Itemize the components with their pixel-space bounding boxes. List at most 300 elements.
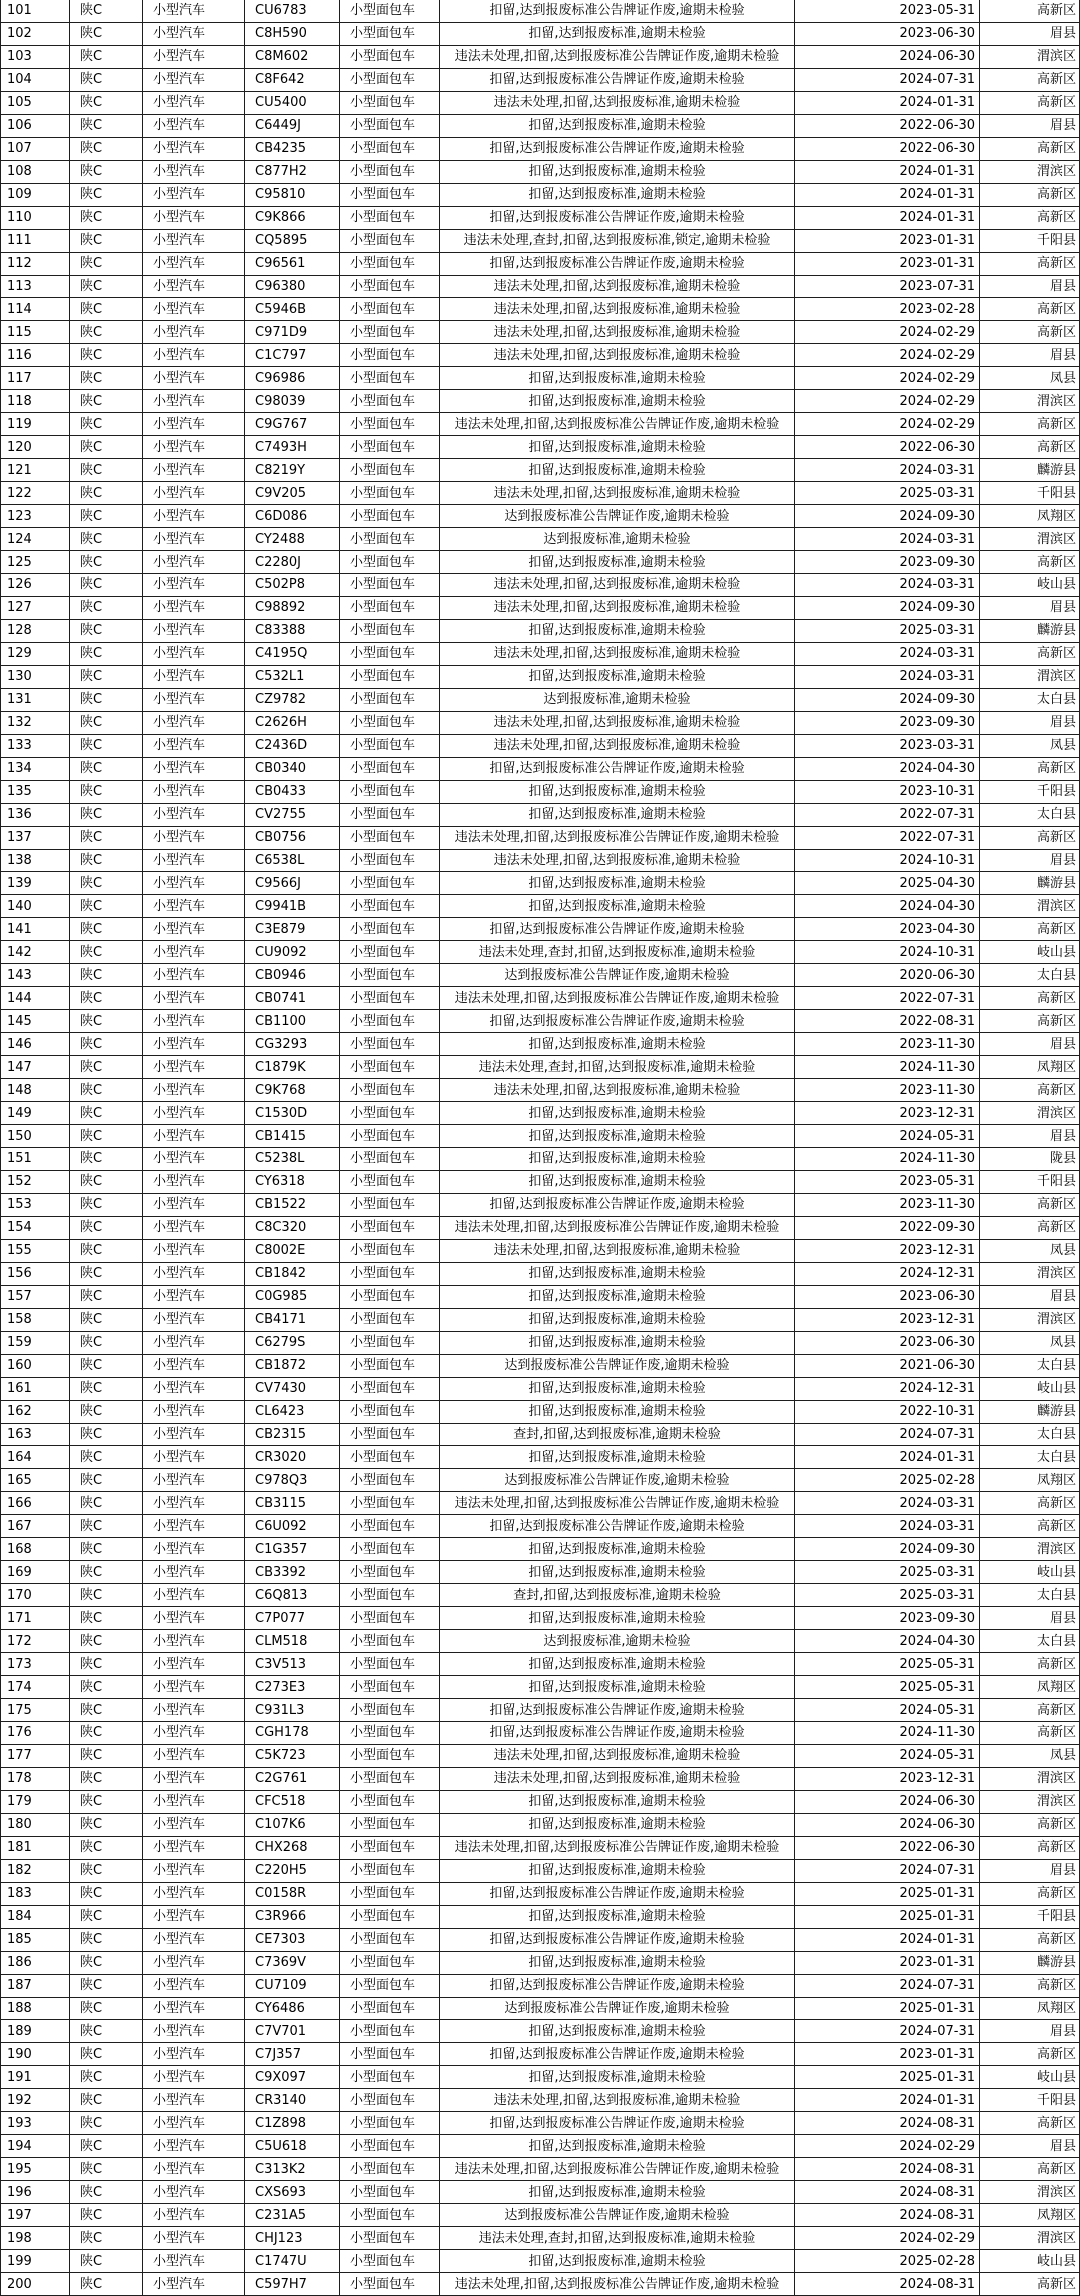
vehicle-model-cell: 小型面包车 [340, 1860, 440, 1882]
vehicle-status-cell: 扣留,达到报废标准公告牌证作废,逾期未检验 [440, 1883, 795, 1905]
expiry-date-cell: 2024-03-31 [795, 528, 980, 550]
vehicle-category-cell: 小型汽车 [143, 1217, 245, 1239]
table-row [1, 1033, 1080, 1056]
vehicle-status-cell: 违法未处理,扣留,达到报废标准,逾期未检验 [440, 298, 795, 320]
plate-number-cell: CQ5895 [245, 230, 340, 252]
vehicle-model-cell: 小型面包车 [340, 2181, 440, 2203]
plate-prefix-cell: 陕C [70, 1929, 143, 1951]
plate-number-cell: C96561 [245, 253, 340, 275]
expiry-date-cell: 2022-06-30 [795, 115, 980, 137]
vehicle-status-cell: 扣留,达到报废标准,逾期未检验 [440, 1906, 795, 1928]
plate-number-cell: C273E3 [245, 1676, 340, 1698]
district-cell: 岐山县 [980, 2066, 1080, 2088]
plate-number-cell: C1G357 [245, 1538, 340, 1560]
row-number-cell: 162 [1, 1401, 70, 1423]
plate-number-cell: CB4235 [245, 138, 340, 160]
table-row [1, 643, 1080, 666]
vehicle-status-cell: 扣留,达到报废标准,逾期未检验 [440, 23, 795, 45]
expiry-date-cell: 2023-01-31 [795, 253, 980, 275]
vehicle-category-cell: 小型汽车 [143, 1676, 245, 1698]
expiry-date-cell: 2024-06-30 [795, 1814, 980, 1836]
district-cell: 高新区 [980, 1814, 1080, 1836]
row-number-cell: 144 [1, 987, 70, 1009]
plate-prefix-cell: 陕C [70, 1010, 143, 1032]
table-row [1, 1561, 1080, 1584]
plate-prefix-cell: 陕C [70, 666, 143, 688]
plate-number-cell: C1Z898 [245, 2112, 340, 2134]
vehicle-status-cell: 违法未处理,扣留,达到报废标准公告牌证作废,逾期未检验 [440, 1492, 795, 1514]
vehicle-model-cell: 小型面包车 [340, 505, 440, 527]
expiry-date-cell: 2023-05-31 [795, 1171, 980, 1193]
vehicle-model-cell: 小型面包车 [340, 1952, 440, 1974]
vehicle-category-cell: 小型汽车 [143, 620, 245, 642]
expiry-date-cell: 2024-02-29 [795, 367, 980, 389]
expiry-date-cell: 2024-01-31 [795, 1929, 980, 1951]
row-number-cell: 139 [1, 872, 70, 894]
row-number-cell: 200 [1, 2273, 70, 2295]
row-number-cell: 193 [1, 2112, 70, 2134]
plate-number-cell: C2626H [245, 712, 340, 734]
district-cell: 渭滨区 [980, 666, 1080, 688]
district-cell: 渭滨区 [980, 1791, 1080, 1813]
plate-number-cell: CE7303 [245, 1929, 340, 1951]
plate-prefix-cell: 陕C [70, 528, 143, 550]
vehicle-category-cell: 小型汽车 [143, 1814, 245, 1836]
plate-number-cell: CB1522 [245, 1194, 340, 1216]
plate-prefix-cell: 陕C [70, 1424, 143, 1446]
vehicle-model-cell: 小型面包车 [340, 1906, 440, 1928]
vehicle-category-cell: 小型汽车 [143, 689, 245, 711]
expiry-date-cell: 2024-09-30 [795, 1538, 980, 1560]
vehicle-category-cell: 小型汽车 [143, 1102, 245, 1124]
table-row [1, 804, 1080, 827]
plate-prefix-cell: 陕C [70, 2135, 143, 2157]
expiry-date-cell: 2024-02-29 [795, 344, 980, 366]
vehicle-model-cell: 小型面包车 [340, 92, 440, 114]
vehicle-status-cell: 扣留,达到报废标准,逾期未检验 [440, 184, 795, 206]
vehicle-model-cell: 小型面包车 [340, 1148, 440, 1170]
vehicle-status-cell: 扣留,达到报废标准,逾期未检验 [440, 1033, 795, 1055]
table-row [1, 1492, 1080, 1515]
plate-number-cell: C6Q813 [245, 1584, 340, 1606]
district-cell: 眉县 [980, 712, 1080, 734]
vehicle-status-cell: 扣留,达到报废标准,逾期未检验 [440, 2135, 795, 2157]
plate-prefix-cell: 陕C [70, 161, 143, 183]
vehicle-model-cell: 小型面包车 [340, 1378, 440, 1400]
expiry-date-cell: 2024-09-30 [795, 689, 980, 711]
vehicle-category-cell: 小型汽车 [143, 298, 245, 320]
row-number-cell: 165 [1, 1469, 70, 1491]
expiry-date-cell: 2021-06-30 [795, 1355, 980, 1377]
vehicle-model-cell: 小型面包车 [340, 1332, 440, 1354]
vehicle-category-cell: 小型汽车 [143, 1791, 245, 1813]
vehicle-model-cell: 小型面包车 [340, 1837, 440, 1859]
row-number-cell: 190 [1, 2043, 70, 2065]
expiry-date-cell: 2024-07-31 [795, 2020, 980, 2042]
table-row [1, 1883, 1080, 1906]
district-cell: 眉县 [980, 1860, 1080, 1882]
plate-prefix-cell: 陕C [70, 551, 143, 573]
vehicle-category-cell: 小型汽车 [143, 230, 245, 252]
row-number-cell: 136 [1, 804, 70, 826]
row-number-cell: 196 [1, 2181, 70, 2203]
row-number-cell: 173 [1, 1653, 70, 1675]
expiry-date-cell: 2022-06-30 [795, 138, 980, 160]
plate-prefix-cell: 陕C [70, 1584, 143, 1606]
plate-prefix-cell: 陕C [70, 1906, 143, 1928]
vehicle-category-cell: 小型汽车 [143, 1079, 245, 1101]
district-cell: 麟游县 [980, 620, 1080, 642]
plate-prefix-cell: 陕C [70, 2112, 143, 2134]
row-number-cell: 189 [1, 2020, 70, 2042]
plate-number-cell: CB2315 [245, 1424, 340, 1446]
plate-prefix-cell: 陕C [70, 1378, 143, 1400]
plate-prefix-cell: 陕C [70, 298, 143, 320]
plate-prefix-cell: 陕C [70, 712, 143, 734]
vehicle-model-cell: 小型面包车 [340, 941, 440, 963]
plate-prefix-cell: 陕C [70, 1699, 143, 1721]
district-cell: 眉县 [980, 115, 1080, 137]
plate-prefix-cell: 陕C [70, 0, 143, 22]
district-cell: 高新区 [980, 827, 1080, 849]
vehicle-category-cell: 小型汽车 [143, 1309, 245, 1331]
table-row [1, 620, 1080, 643]
vehicle-category-cell: 小型汽车 [143, 1607, 245, 1629]
district-cell: 凤县 [980, 1332, 1080, 1354]
vehicle-category-cell: 小型汽车 [143, 1010, 245, 1032]
table-row [1, 436, 1080, 459]
vehicle-category-cell: 小型汽车 [143, 666, 245, 688]
row-number-cell: 159 [1, 1332, 70, 1354]
vehicle-category-cell: 小型汽车 [143, 115, 245, 137]
district-cell: 眉县 [980, 2020, 1080, 2042]
table-row [1, 918, 1080, 941]
vehicle-status-cell: 扣留,达到报废标准,逾期未检验 [440, 2181, 795, 2203]
plate-prefix-cell: 陕C [70, 1837, 143, 1859]
row-number-cell: 166 [1, 1492, 70, 1514]
vehicle-model-cell: 小型面包车 [340, 115, 440, 137]
expiry-date-cell: 2025-01-31 [795, 1906, 980, 1928]
vehicle-category-cell: 小型汽车 [143, 574, 245, 596]
vehicle-model-cell: 小型面包车 [340, 46, 440, 68]
vehicle-model-cell: 小型面包车 [340, 872, 440, 894]
district-cell: 凤翔区 [980, 505, 1080, 527]
plate-number-cell: CY6486 [245, 1998, 340, 2020]
plate-prefix-cell: 陕C [70, 1883, 143, 1905]
table-row [1, 0, 1080, 23]
expiry-date-cell: 2024-04-30 [795, 895, 980, 917]
expiry-date-cell: 2022-06-30 [795, 436, 980, 458]
district-cell: 渭滨区 [980, 2227, 1080, 2249]
vehicle-category-cell: 小型汽车 [143, 941, 245, 963]
vehicle-status-cell: 扣留,达到报废标准公告牌证作废,逾期未检验 [440, 1194, 795, 1216]
row-number-cell: 126 [1, 574, 70, 596]
expiry-date-cell: 2023-01-31 [795, 230, 980, 252]
plate-prefix-cell: 陕C [70, 390, 143, 412]
row-number-cell: 108 [1, 161, 70, 183]
row-number-cell: 128 [1, 620, 70, 642]
expiry-date-cell: 2023-05-31 [795, 0, 980, 22]
plate-prefix-cell: 陕C [70, 850, 143, 872]
vehicle-category-cell: 小型汽车 [143, 1378, 245, 1400]
expiry-date-cell: 2024-08-31 [795, 2181, 980, 2203]
vehicle-status-cell: 达到报废标准公告牌证作废,逾期未检验 [440, 1998, 795, 2020]
expiry-date-cell: 2023-11-30 [795, 1194, 980, 1216]
table-row [1, 1837, 1080, 1860]
vehicle-model-cell: 小型面包车 [340, 1929, 440, 1951]
vehicle-category-cell: 小型汽车 [143, 2227, 245, 2249]
plate-prefix-cell: 陕C [70, 505, 143, 527]
district-cell: 高新区 [980, 1653, 1080, 1675]
plate-number-cell: C9566J [245, 872, 340, 894]
vehicle-status-cell: 扣留,达到报废标准公告牌证作废,逾期未检验 [440, 1699, 795, 1721]
plate-prefix-cell: 陕C [70, 1538, 143, 1560]
plate-prefix-cell: 陕C [70, 1745, 143, 1767]
district-cell: 高新区 [980, 69, 1080, 91]
expiry-date-cell: 2023-07-31 [795, 276, 980, 298]
district-cell: 凤县 [980, 1745, 1080, 1767]
expiry-date-cell: 2024-12-31 [795, 1263, 980, 1285]
plate-number-cell: C9K768 [245, 1079, 340, 1101]
table-row [1, 1240, 1080, 1263]
vehicle-status-cell: 扣留,达到报废标准,逾期未检验 [440, 1538, 795, 1560]
plate-number-cell: C95810 [245, 184, 340, 206]
vehicle-model-cell: 小型面包车 [340, 1538, 440, 1560]
vehicle-status-cell: 扣留,达到报废标准,逾期未检验 [440, 1860, 795, 1882]
vehicle-model-cell: 小型面包车 [340, 712, 440, 734]
row-number-cell: 142 [1, 941, 70, 963]
vehicle-category-cell: 小型汽车 [143, 1860, 245, 1882]
table-row [1, 712, 1080, 735]
district-cell: 高新区 [980, 413, 1080, 435]
table-row [1, 964, 1080, 987]
district-cell: 高新区 [980, 436, 1080, 458]
vehicle-category-cell: 小型汽车 [143, 1630, 245, 1652]
vehicle-model-cell: 小型面包车 [340, 1240, 440, 1262]
expiry-date-cell: 2024-04-30 [795, 1630, 980, 1652]
table-row [1, 23, 1080, 46]
vehicle-model-cell: 小型面包车 [340, 1975, 440, 1997]
row-number-cell: 186 [1, 1952, 70, 1974]
row-number-cell: 169 [1, 1561, 70, 1583]
table-row [1, 1584, 1080, 1607]
expiry-date-cell: 2024-10-31 [795, 850, 980, 872]
expiry-date-cell: 2024-08-31 [795, 2273, 980, 2295]
district-cell: 麟游县 [980, 872, 1080, 894]
row-number-cell: 185 [1, 1929, 70, 1951]
vehicle-status-cell: 达到报废标准公告牌证作废,逾期未检验 [440, 505, 795, 527]
expiry-date-cell: 2022-07-31 [795, 827, 980, 849]
vehicle-status-cell: 扣留,达到报废标准公告牌证作废,逾期未检验 [440, 1515, 795, 1537]
plate-prefix-cell: 陕C [70, 1607, 143, 1629]
row-number-cell: 195 [1, 2158, 70, 2180]
plate-number-cell: C971D9 [245, 321, 340, 343]
plate-prefix-cell: 陕C [70, 1148, 143, 1170]
table-row [1, 1171, 1080, 1194]
district-cell: 渭滨区 [980, 1538, 1080, 1560]
plate-prefix-cell: 陕C [70, 413, 143, 435]
plate-prefix-cell: 陕C [70, 872, 143, 894]
plate-number-cell: CB1415 [245, 1125, 340, 1147]
table-row [1, 1056, 1080, 1079]
row-number-cell: 122 [1, 482, 70, 504]
expiry-date-cell: 2025-03-31 [795, 1584, 980, 1606]
plate-prefix-cell: 陕C [70, 2043, 143, 2065]
table-row [1, 138, 1080, 161]
vehicle-category-cell: 小型汽车 [143, 804, 245, 826]
row-number-cell: 183 [1, 1883, 70, 1905]
district-cell: 麟游县 [980, 459, 1080, 481]
district-cell: 凤县 [980, 735, 1080, 757]
table-row [1, 872, 1080, 895]
expiry-date-cell: 2023-01-31 [795, 1952, 980, 1974]
expiry-date-cell: 2024-02-29 [795, 321, 980, 343]
vehicle-status-cell: 扣留,达到报废标准,逾期未检验 [440, 161, 795, 183]
row-number-cell: 120 [1, 436, 70, 458]
table-row [1, 1332, 1080, 1355]
row-number-cell: 176 [1, 1722, 70, 1744]
vehicle-model-cell: 小型面包车 [340, 1010, 440, 1032]
plate-prefix-cell: 陕C [70, 804, 143, 826]
plate-number-cell: C8M602 [245, 46, 340, 68]
vehicle-model-cell: 小型面包车 [340, 1791, 440, 1813]
row-number-cell: 141 [1, 918, 70, 940]
plate-prefix-cell: 陕C [70, 1056, 143, 1078]
plate-prefix-cell: 陕C [70, 964, 143, 986]
plate-number-cell: C98039 [245, 390, 340, 412]
vehicle-category-cell: 小型汽车 [143, 1653, 245, 1675]
table-row [1, 758, 1080, 781]
row-number-cell: 104 [1, 69, 70, 91]
expiry-date-cell: 2024-03-31 [795, 1492, 980, 1514]
district-cell: 渭滨区 [980, 528, 1080, 550]
vehicle-category-cell: 小型汽车 [143, 1952, 245, 1974]
row-number-cell: 178 [1, 1768, 70, 1790]
district-cell: 高新区 [980, 2158, 1080, 2180]
plate-number-cell: CU9092 [245, 941, 340, 963]
vehicle-model-cell: 小型面包车 [340, 1056, 440, 1078]
plate-prefix-cell: 陕C [70, 1676, 143, 1698]
district-cell: 高新区 [980, 1975, 1080, 1997]
table-row [1, 1286, 1080, 1309]
expiry-date-cell: 2024-02-29 [795, 2227, 980, 2249]
table-row [1, 1676, 1080, 1699]
expiry-date-cell: 2024-01-31 [795, 161, 980, 183]
expiry-date-cell: 2023-12-31 [795, 1102, 980, 1124]
expiry-date-cell: 2025-05-31 [795, 1676, 980, 1698]
plate-prefix-cell: 陕C [70, 1332, 143, 1354]
expiry-date-cell: 2023-04-30 [795, 918, 980, 940]
vehicle-status-cell: 违法未处理,扣留,达到报废标准公告牌证作废,逾期未检验 [440, 1837, 795, 1859]
vehicle-category-cell: 小型汽车 [143, 1263, 245, 1285]
vehicle-status-cell: 扣留,达到报废标准,逾期未检验 [440, 1148, 795, 1170]
vehicle-category-cell: 小型汽车 [143, 1515, 245, 1537]
district-cell: 高新区 [980, 643, 1080, 665]
plate-prefix-cell: 陕C [70, 367, 143, 389]
plate-number-cell: C9G767 [245, 413, 340, 435]
table-row [1, 1814, 1080, 1837]
vehicle-status-cell: 违法未处理,扣留,达到报废标准公告牌证作废,逾期未检验 [440, 2158, 795, 2180]
vehicle-status-cell: 达到报废标准,逾期未检验 [440, 1630, 795, 1652]
row-number-cell: 138 [1, 850, 70, 872]
plate-number-cell: C6U092 [245, 1515, 340, 1537]
district-cell: 渭滨区 [980, 1102, 1080, 1124]
plate-number-cell: C2280J [245, 551, 340, 573]
vehicle-status-cell: 违法未处理,扣留,达到报废标准,逾期未检验 [440, 1240, 795, 1262]
plate-prefix-cell: 陕C [70, 1171, 143, 1193]
plate-number-cell: C9K866 [245, 207, 340, 229]
vehicle-category-cell: 小型汽车 [143, 551, 245, 573]
expiry-date-cell: 2024-02-29 [795, 2135, 980, 2157]
vehicle-status-cell: 扣留,达到报废标准公告牌证作废,逾期未检验 [440, 2112, 795, 2134]
plate-number-cell: C6279S [245, 1332, 340, 1354]
plate-prefix-cell: 陕C [70, 574, 143, 596]
row-number-cell: 132 [1, 712, 70, 734]
table-row [1, 574, 1080, 597]
vehicle-model-cell: 小型面包车 [340, 436, 440, 458]
vehicle-model-cell: 小型面包车 [340, 2204, 440, 2226]
plate-number-cell: CB3392 [245, 1561, 340, 1583]
vehicle-status-cell: 扣留,达到报废标准,逾期未检验 [440, 1814, 795, 1836]
district-cell: 高新区 [980, 918, 1080, 940]
expiry-date-cell: 2023-02-28 [795, 298, 980, 320]
plate-number-cell: C9941B [245, 895, 340, 917]
vehicle-status-cell: 违法未处理,扣留,达到报废标准,逾期未检验 [440, 1768, 795, 1790]
vehicle-model-cell: 小型面包车 [340, 276, 440, 298]
plate-number-cell: CV7430 [245, 1378, 340, 1400]
plate-prefix-cell: 陕C [70, 69, 143, 91]
vehicle-model-cell: 小型面包车 [340, 620, 440, 642]
plate-number-cell: C313K2 [245, 2158, 340, 2180]
plate-number-cell: CB0433 [245, 781, 340, 803]
plate-number-cell: C6449J [245, 115, 340, 137]
district-cell: 渭滨区 [980, 1768, 1080, 1790]
expiry-date-cell: 2023-11-30 [795, 1079, 980, 1101]
row-number-cell: 174 [1, 1676, 70, 1698]
vehicle-status-cell: 扣留,达到报废标准,逾期未检验 [440, 1653, 795, 1675]
vehicle-model-cell: 小型面包车 [340, 413, 440, 435]
row-number-cell: 192 [1, 2089, 70, 2111]
row-number-cell: 157 [1, 1286, 70, 1308]
table-row [1, 2250, 1080, 2273]
table-row [1, 459, 1080, 482]
plate-prefix-cell: 陕C [70, 2020, 143, 2042]
vehicle-category-cell: 小型汽车 [143, 184, 245, 206]
vehicle-status-cell: 扣留,达到报废标准,逾期未检验 [440, 666, 795, 688]
table-row [1, 1010, 1080, 1033]
plate-prefix-cell: 陕C [70, 321, 143, 343]
plate-number-cell: C7P077 [245, 1607, 340, 1629]
plate-number-cell: C5K723 [245, 1745, 340, 1767]
table-row [1, 505, 1080, 528]
table-row [1, 1309, 1080, 1332]
row-number-cell: 180 [1, 1814, 70, 1836]
table-row [1, 1401, 1080, 1424]
plate-number-cell: C9V205 [245, 482, 340, 504]
row-number-cell: 181 [1, 1837, 70, 1859]
plate-prefix-cell: 陕C [70, 1492, 143, 1514]
plate-number-cell: CZ9782 [245, 689, 340, 711]
vehicle-category-cell: 小型汽车 [143, 482, 245, 504]
vehicle-model-cell: 小型面包车 [340, 1722, 440, 1744]
district-cell: 太白县 [980, 804, 1080, 826]
vehicle-category-cell: 小型汽车 [143, 459, 245, 481]
vehicle-model-cell: 小型面包车 [340, 1768, 440, 1790]
vehicle-category-cell: 小型汽车 [143, 643, 245, 665]
plate-number-cell: C877H2 [245, 161, 340, 183]
table-row [1, 1653, 1080, 1676]
vehicle-model-cell: 小型面包车 [340, 298, 440, 320]
